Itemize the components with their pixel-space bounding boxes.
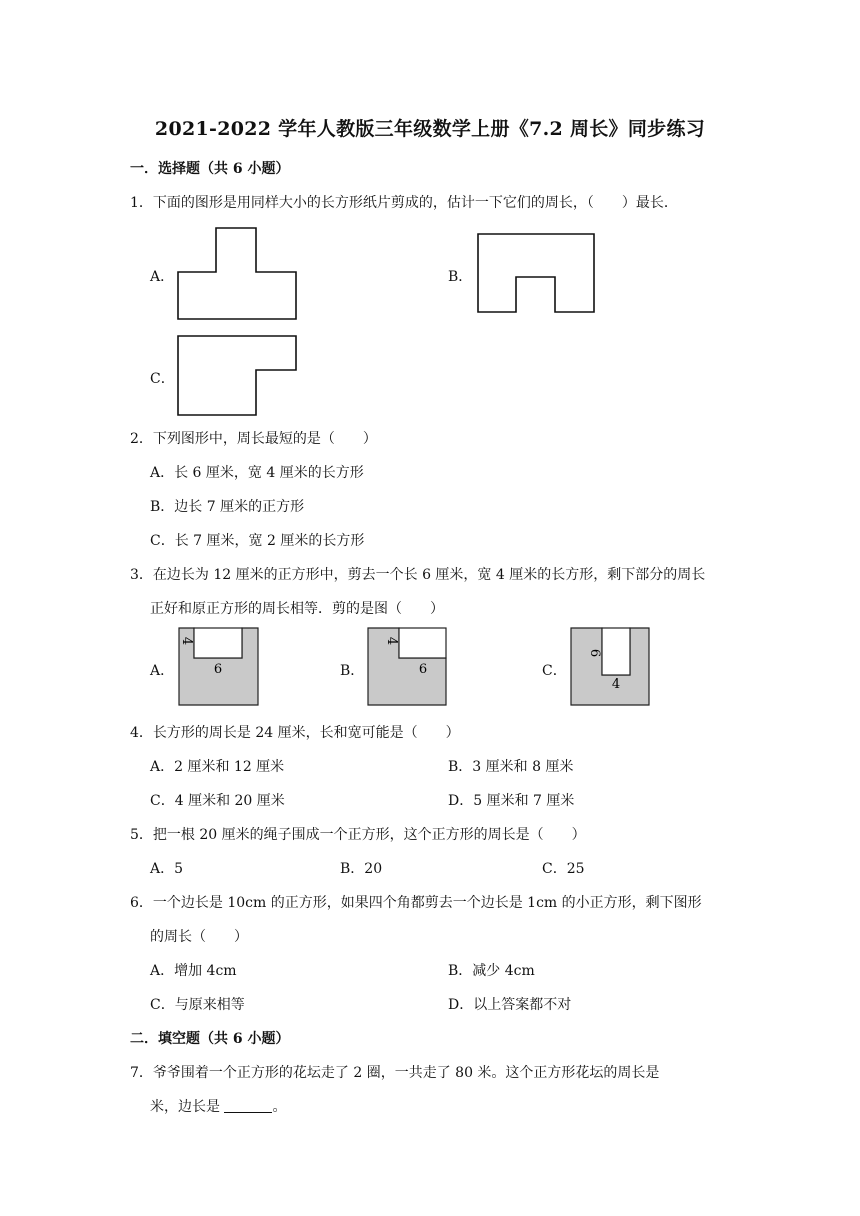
q3-figure-c-side-label: 6	[587, 648, 602, 658]
q3-option-c-label: C．	[542, 663, 567, 679]
q3-figure-b-side-label: 4	[384, 636, 399, 646]
question-3-text-line1: 3．在边长为 12 厘米的正方形中，剪去一个长 6 厘米，宽 4 厘米的长方形，剩下部分的周长	[130, 567, 706, 583]
question-6-text-line2: 的周长（ ）	[150, 929, 248, 945]
question-5-text: 5．把一根 20 厘米的绳子围成一个正方形，这个正方形的周长是（ ）	[130, 827, 586, 843]
q4-option-a: A．2 厘米和 12 厘米	[150, 759, 285, 775]
q1-figure-a	[176, 226, 298, 322]
q1-option-a-label: A．	[150, 269, 175, 285]
q3-figure-a-side-label: 4	[179, 636, 194, 646]
question-2-text: 2．下列图形中，周长最短的是（ ）	[130, 431, 377, 447]
q7-line2-prefix: 米，边长是	[150, 1099, 225, 1115]
q1-figure-c	[176, 334, 298, 418]
q6-option-d: D．以上答案都不对	[448, 997, 572, 1013]
q2-option-c: C．长 7 厘米，宽 2 厘米的长方形	[150, 533, 365, 549]
q7-answer-blank[interactable]	[224, 1098, 272, 1113]
question-7-text-line1: 7．爷爷围着一个正方形的花坛走了 2 圈，一共走了 80 米。这个正方形花坛的周长是	[130, 1065, 660, 1081]
question-3-text-line2: 正好和原正方形的周长相等．剪的是图（ ）	[150, 601, 444, 617]
q5-option-a: A．5	[150, 861, 184, 877]
q5-option-c: C．25	[542, 861, 585, 877]
q1-option-b-label: B．	[448, 269, 473, 285]
q4-option-b: B．3 厘米和 8 厘米	[448, 759, 574, 775]
q3-figure-b-bottom-label: 6	[418, 662, 428, 677]
question-6-text-line1: 6．一个边长是 10cm 的正方形，如果四个角都剪去一个边长是 1cm 的小正方形，剩下图形	[130, 895, 702, 911]
q7-line2-suffix: 。	[272, 1099, 287, 1115]
q3-figure-a	[178, 627, 260, 707]
section-heading-choice: 一．选择题（共 6 小题）	[130, 161, 290, 177]
q3-figure-b	[367, 627, 449, 707]
q3-figure-a-bottom-label: 6	[213, 662, 223, 677]
q1-option-c-label: C．	[150, 371, 175, 387]
q6-option-a: A．增加 4cm	[150, 963, 237, 979]
q3-figure-c	[570, 627, 652, 707]
q4-option-d: D．5 厘米和 7 厘米	[448, 793, 575, 809]
q5-option-b: B．20	[340, 861, 383, 877]
q4-option-c: C．4 厘米和 20 厘米	[150, 793, 285, 809]
q6-option-b: B．减少 4cm	[448, 963, 535, 979]
q3-option-a-label: A．	[150, 663, 175, 679]
question-1-text: 1．下面的图形是用同样大小的长方形纸片剪成的，估计一下它们的周长，（ ）最长．	[130, 195, 678, 211]
page-title: 2021-2022 学年人教版三年级数学上册《7.2 周长》同步练习	[154, 118, 706, 140]
question-4-text: 4．长方形的周长是 24 厘米，长和宽可能是（ ）	[130, 725, 460, 741]
q3-option-b-label: B．	[340, 663, 365, 679]
q1-figure-b	[476, 232, 598, 314]
section-heading-fill: 二．填空题（共 6 小题）	[130, 1031, 290, 1047]
q2-option-a: A．长 6 厘米，宽 4 厘米的长方形	[150, 465, 364, 481]
question-7-text-line2	[150, 1096, 286, 1116]
q2-option-b: B．边长 7 厘米的正方形	[150, 499, 305, 515]
q6-option-c: C．与原来相等	[150, 997, 245, 1013]
q3-figure-c-bottom-label: 4	[611, 677, 621, 692]
